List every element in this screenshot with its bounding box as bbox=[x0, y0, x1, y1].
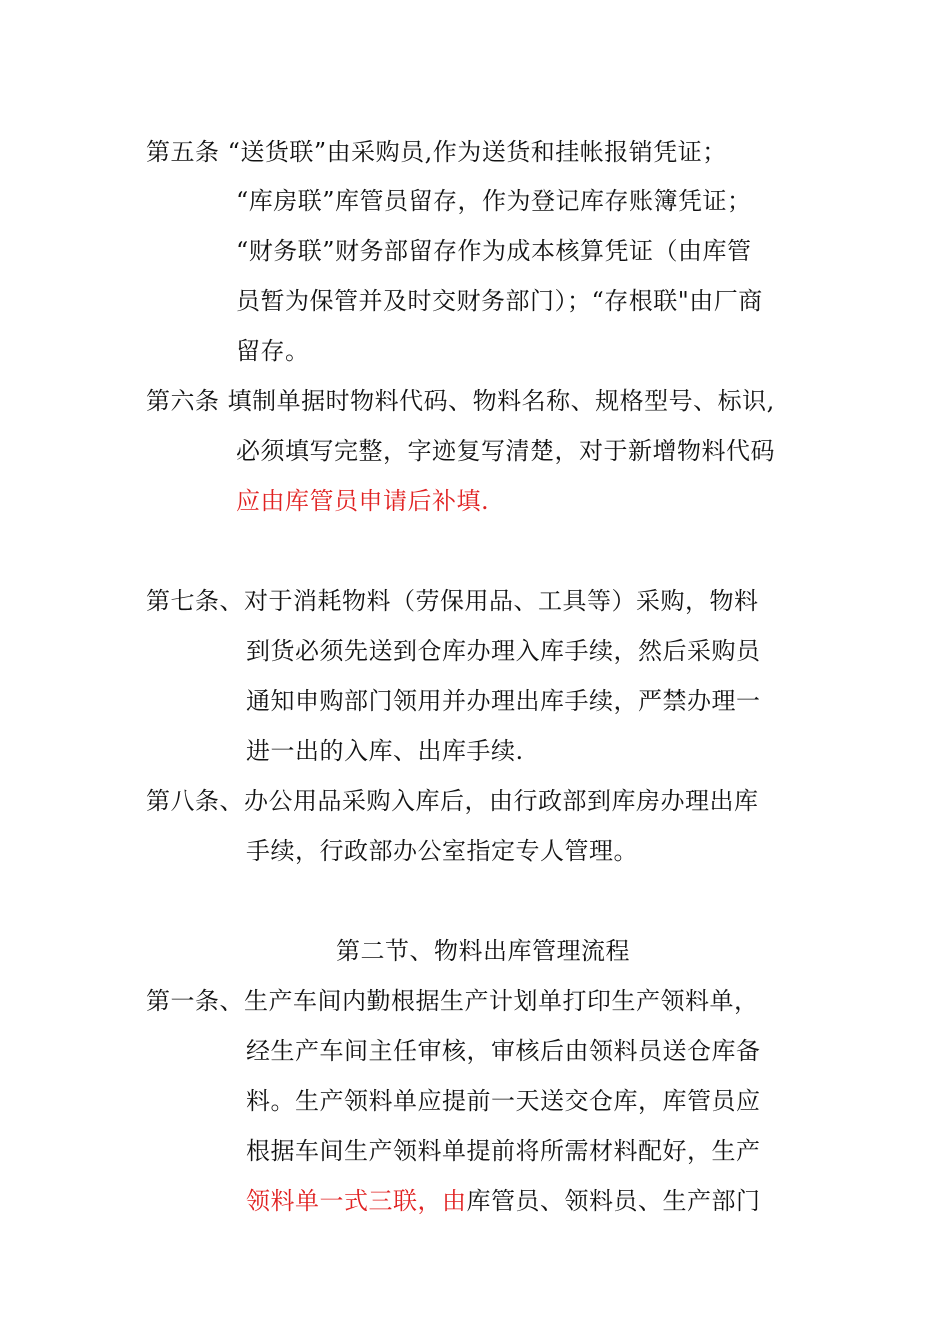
section2-article1-line2: 经生产车间主任审核，审核后由领料员送仓库备 bbox=[246, 1037, 761, 1065]
article6-line1: 第六条 填制单据时物料代码、物料名称、规格型号、标识, bbox=[146, 387, 775, 415]
article5-line1: 第五条 “送货联”由采购员,作为送货和挂帐报销凭证； bbox=[146, 138, 727, 166]
section2-article1-line5 bbox=[246, 1186, 761, 1216]
article5-line4: 员暂为保管并及时交财务部门）；“存根联"由厂商 bbox=[236, 287, 763, 315]
article6-line3-highlight: 应由库管员申请后补填. bbox=[236, 487, 490, 515]
section2-article1-line5-rest: 库管员、领料员、生产部门 bbox=[466, 1187, 761, 1215]
section2-article1-line3: 料。生产领料单应提前一天送交仓库，库管员应 bbox=[246, 1087, 761, 1115]
article5-line2: “库房联”库管员留存，作为登记库存账簿凭证； bbox=[236, 187, 752, 215]
article5-line5: 留存。 bbox=[236, 337, 310, 365]
section2-article1-line5-highlight: 领料单一式三联，由 bbox=[246, 1187, 467, 1215]
article7-line2: 到货必须先送到仓库办理入库手续，然后采购员 bbox=[246, 637, 761, 665]
section-heading: 第二节、物料出库管理流程 bbox=[336, 937, 630, 965]
article6-line2: 必须填写完整，字迹复写清楚，对于新增物料代码 bbox=[236, 437, 775, 465]
article7-line3: 通知申购部门领用并办理出库手续，严禁办理一 bbox=[246, 687, 761, 715]
article7-line1: 第七条、对于消耗物料（劳保用品、工具等）采购，物料 bbox=[146, 587, 759, 615]
article7-line4: 进一出的入库、出库手续. bbox=[246, 737, 524, 765]
article8-line2: 手续，行政部办公室指定专人管理。 bbox=[246, 837, 638, 865]
section2-article1-line1: 第一条、生产车间内勤根据生产计划单打印生产领料单， bbox=[146, 987, 759, 1015]
section2-article1-line4: 根据车间生产领料单提前将所需材料配好，生产 bbox=[246, 1137, 761, 1165]
article8-line1: 第八条、办公用品采购入库后，由行政部到库房办理出库 bbox=[146, 787, 759, 815]
article5-line3: “财务联”财务部留存作为成本核算凭证（由库管 bbox=[236, 237, 752, 265]
